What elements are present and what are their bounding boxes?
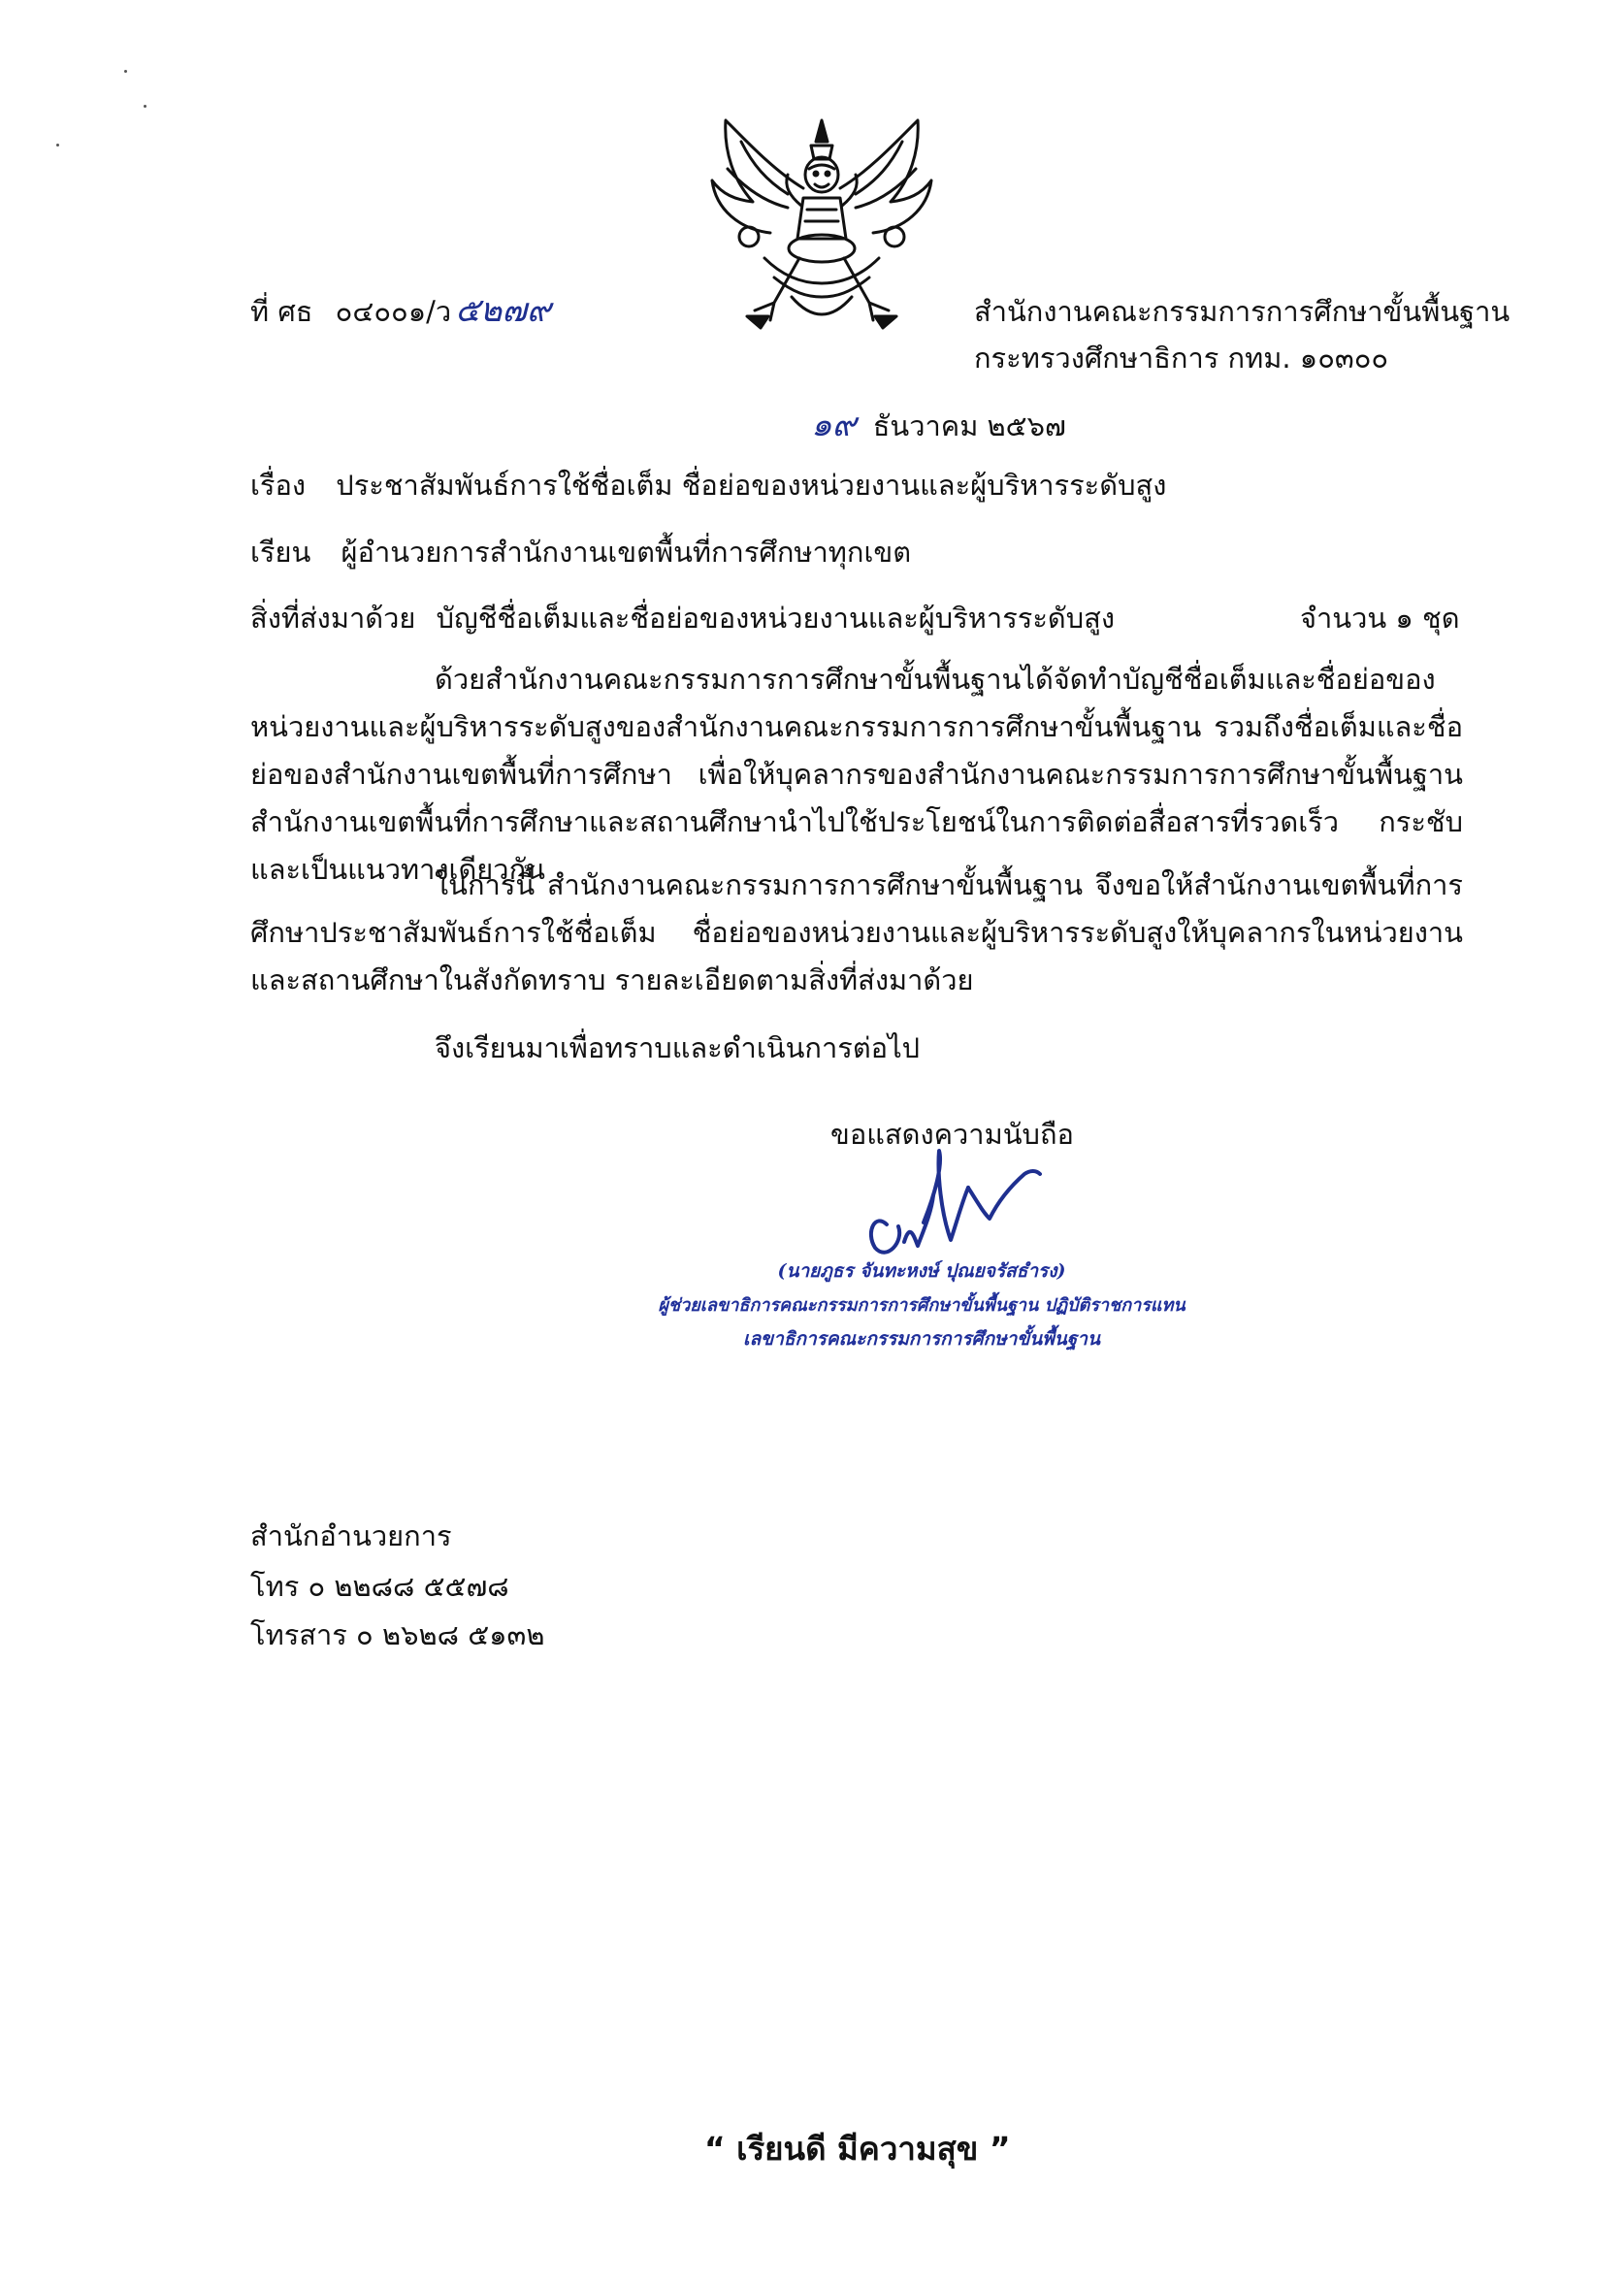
paragraph-2-text: ในการนี้ สำนักงานคณะกรรมการการศึกษาขั้นพื้นฐาน จึงขอให้สำนักงานเขตพื้นที่การศึกษาประชาสัมพันธ์การใช้ชื่อเต็ม ชื่อย่อของหน่วยงานและผู้บริหารระดับสูงให้บุคลากรในหน่วยงานและสถานศึกษาในสังกัดทราบ รายละเอียดตามสิ่งที่ส่งมาด้วย <box>250 868 1463 996</box>
enclosure-text: บัญชีชื่อเต็มและชื่อย่อของหน่วยงานและผู้บริหารระดับสูง <box>436 602 1116 635</box>
office-name: สำนักอำนวยการ <box>250 1519 452 1552</box>
reference-handwritten-number: ๕๒๗๙ <box>455 291 551 330</box>
addressee-line <box>250 530 911 574</box>
enclosure-label: สิ่งที่ส่งมาด้วย <box>250 602 416 635</box>
organization-address: กระทรวงศึกษาธิการ กทม. ๑๐๓๐๐ <box>974 342 1389 375</box>
letter-date <box>811 398 1066 450</box>
enclosure-quantity: จำนวน ๑ ชุด <box>1300 602 1460 635</box>
closing-statement: จึงเรียนมาเพื่อทราบและดำเนินการต่อไป <box>435 1031 921 1064</box>
addressee-label: เรียน <box>250 536 311 569</box>
handwritten-signature <box>854 1145 1048 1261</box>
date-day-handwritten: ๑๙ <box>811 406 857 444</box>
body-paragraph-2 <box>250 862 1463 1004</box>
scan-speck <box>56 144 59 147</box>
scan-speck <box>144 105 146 108</box>
office-phone: โทร ๐ ๒๒๘๘ ๕๕๗๘ <box>250 1570 509 1603</box>
addressee-text: ผู้อำนวยการสำนักงานเขตพื้นที่การศึกษาทุกเขต <box>341 536 912 569</box>
signer-title-line-2: เลขาธิการคณะกรรมการการศึกษาขั้นพื้นฐาน <box>743 1328 1100 1350</box>
reference-number: ๐๔๐๐๑/ว <box>335 295 452 328</box>
office-fax: โทรสาร ๐ ๒๖๒๘ ๕๑๓๒ <box>250 1618 545 1651</box>
paragraph-1-text: ด้วยสำนักงานคณะกรรมการการศึกษาขั้นพื้นฐานได้จัดทำบัญชีชื่อเต็มและชื่อย่อของหน่วยงานและผู้บริหารระดับสูงของสำนักงานคณะกรรมการการศึกษาขั้นพื้นฐาน รวมถึงชื่อเต็มและชื่อย่อของสำนักงานเขตพื้นที่การศึกษา เพื่อให้บุคลากรของสำนักงานคณะกรรมการการศึกษาขั้นพื้นฐาน สำนักงานเขตพื้นที่การศึกษาและสถานศึกษานำไปใช้ประโยชน์ในการติดต่อสื่อสารที่รวดเร็ว กระชับและเป็นแนวทางเดียวกัน <box>250 663 1463 886</box>
date-month-year: ธันวาคม ๒๕๖๗ <box>872 409 1066 442</box>
signer-name: (นายภูธร จันทะหงษ์ ปุณยจรัสธำรง) <box>777 1260 1066 1282</box>
complimentary-close: ขอแสดงความนับถือ <box>830 1118 1074 1151</box>
garuda-emblem-icon <box>706 113 937 338</box>
reference-label: ที่ ศธ <box>250 295 313 328</box>
organization-name: สำนักงานคณะกรรมการการศึกษาขั้นพื้นฐาน <box>974 295 1510 328</box>
scan-speck <box>124 70 127 73</box>
subject-line <box>250 463 1166 507</box>
reference-line <box>250 283 551 336</box>
body-paragraph-1 <box>250 656 1463 894</box>
subject-text: ประชาสัมพันธ์การใช้ชื่อเต็ม ชื่อย่อของหน่วยงานและผู้บริหารระดับสูง <box>336 469 1167 502</box>
slogan: “ เรียนดี มีความสุข ” <box>704 2130 1011 2168</box>
subject-label: เรื่อง <box>250 469 307 502</box>
enclosure-line <box>250 596 1115 640</box>
signer-title-line-1: ผู้ช่วยเลขาธิการคณะกรรมการการศึกษาขั้นพื้นฐาน ปฏิบัติราชการแทน <box>658 1295 1186 1316</box>
